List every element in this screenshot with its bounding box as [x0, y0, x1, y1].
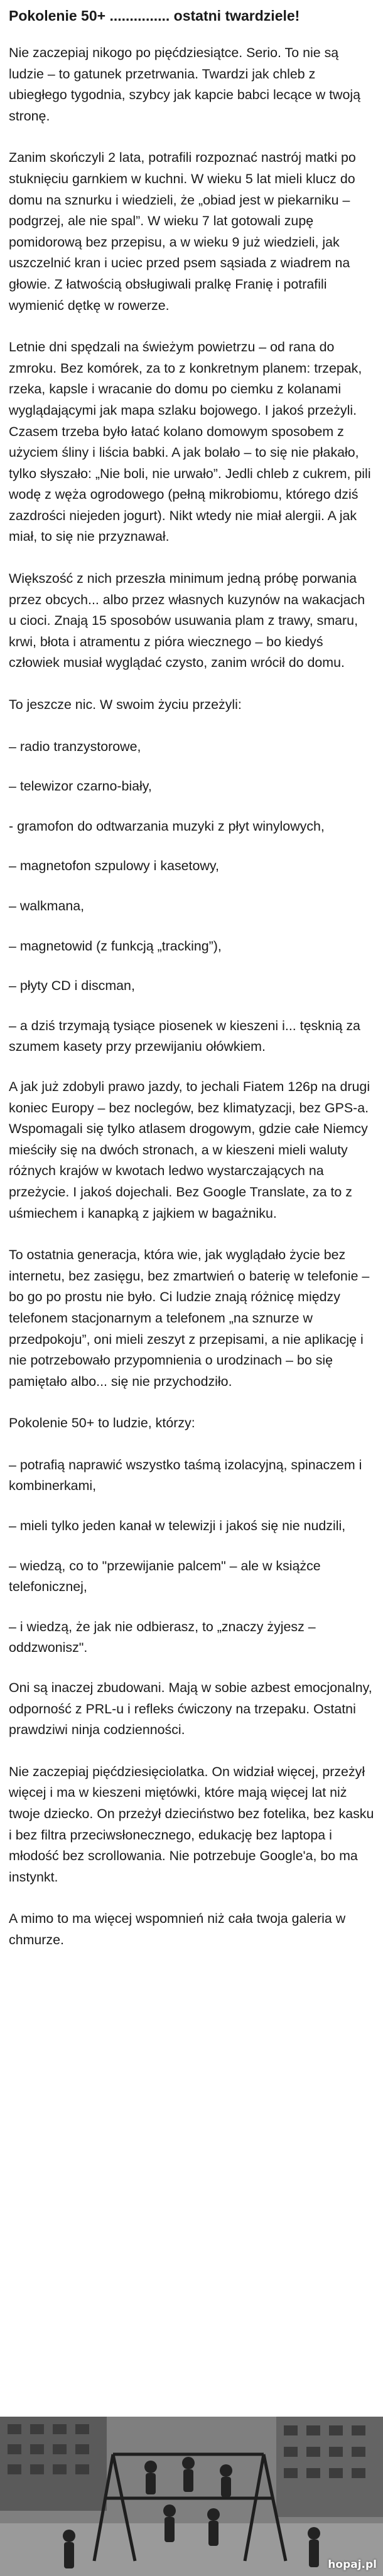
paragraph-intro: Nie zaczepiaj nikogo po pięćdziesiątce. Serio. To nie są ludzie – to gatunek przetrwania. Twardzi jak chleb z ubiegłego tygodnia, szybcy jak kapcie babci lecące w twoją stronę.: [9, 45, 361, 124]
site-watermark: hopaj.pl: [328, 2558, 377, 2571]
list-item: – wiedzą, co to "przewijanie palcem" – ale w książce telefonicznej,: [9, 1558, 321, 1595]
list-item: – mieli tylko jeden kanał w telewizji i jakoś się nie nudzili,: [9, 1518, 346, 1534]
list-item: – magnetofon szpulowy i kasetowy,: [9, 858, 219, 874]
list-item: – radio tranzystorowe,: [9, 738, 141, 754]
paragraph-roadtrip: A jak już zdobyli prawo jazdy, to jechali Fiatem 126p na drugi koniec Europy – bez noclegów, bez klimatyzacji, bez GPS-a. Wspomagali się tylko atlasem drogowym, gdzie całe Niemcy mieściły się na dwóch stronach, a w kieszeni mieli waluty różnych krajów w kwotach ledwo wystarczających na przeżycie. I jakoś dojechali. Bez Google Translate, za to z uśmiechem i kanapką z jajkiem w bagażniku.: [9, 1078, 370, 1221]
article-title: Pokolenie 50+ ............... ostatni twardziele!: [9, 8, 300, 24]
list-item: – magnetowid (z funkcją „tracking”),: [9, 938, 222, 954]
paragraph-last-generation: To ostatnia generacja, która wie, jak wyglądało życie bez internetu, bez zasięgu, bez zmartwień o baterię w telefonie – bo go po prostu nie było. Ci ludzie znają różnicę między telefonem stacjonarnym a telefonem „na sznurze w przedpokoju”, oni mieli zeszyt z przepisami, a nie aplikację i nie potrzebowało przypomnienia o urodzinach – bo się pamiętało albo... się nie przychodziło.: [9, 1247, 370, 1389]
list-item: – walkmana,: [9, 898, 85, 913]
list-item: – i wiedzą, że jak nie odbierasz, to „znaczy żyjesz – oddzwonisz".: [9, 1619, 316, 1656]
list-item: – potrafią naprawić wszystko taśmą izolacyjną, spinaczem i kombinerkami,: [9, 1457, 362, 1494]
paragraph-childhood: Zanim skończyli 2 lata, potrafili rozpoznać nastrój matki po stuknięciu garnkiem w kuchni. W wieku 5 lat mieli klucz do domu na sznurku i wiedzieli, że „obiad jest w piekarniku – podgrzej, ale nie spal”. W wieku 7 lat gotowali zupę pomidorową bez przepisu, a w wieku 9 już wiedzieli, jak uszczelnić kran i uciec przed psem sąsiada z wiadrem na głowie. Z łatwością obsługiwali pralkę Franię i potrafili wymienić dętkę w rowerze.: [9, 150, 356, 313]
playground-photo-illustration: [0, 2417, 383, 2576]
list-item: - gramofon do odtwarzania muzyki z płyt winylowych,: [9, 818, 325, 834]
paragraph-list-intro-2: Pokolenie 50+ to ludzie, którzy:: [9, 1415, 195, 1431]
list-item: – a dziś trzymają tysiące piosenek w kieszeni i... tęsknią za szumem kasety przy przewijaniu ołówkiem.: [9, 1018, 360, 1055]
paragraph-survival: Większość z nich przeszła minimum jedną próbę porwania przez obcych... albo przez własnych kuzynów na wakacjach u cioci. Znają 15 sposobów usuwania plam z trawy, smaru, krwi, błota i atramentu z pióra wiecznego – bo kiedyś człowiek musiał wyglądać czysto, zanim wrócił do domu.: [9, 571, 365, 671]
paragraph-closing: A mimo to ma więcej wspomnień niż cała twoja galeria w chmurze.: [9, 1911, 346, 1947]
vintage-photo: [0, 2417, 383, 2576]
paragraph-summer: Letnie dni spędzali na świeżym powietrzu – od rana do zmroku. Bez komórek, za to z konkretnym planem: trzepak, rzeka, kapsle i wracanie do domu po ciemku z kolanami wyglądającymi jak mapa szlaku bojowego. I jakoś przeżyli. Czasem trzeba było łatać kolano domowym sposobem z użyciem śliny i liścia babki. A jak bolało – to się nie płakało, tylko słyszało: „Nie boli, nie urwało”. Jedli chleb z cukrem, pili wodę z węża ogrodowego (pełną mikrobiomu, którego dziś zazdrości niejeden jogurt). Nikt wtedy nie miał alergii. A jak miał, to się nie przyznawał.: [9, 339, 371, 545]
list-item: – telewizor czarno-biały,: [9, 779, 152, 794]
paragraph-do-not-provoke: Nie zaczepiaj pięćdziesięciolatka. On widział więcej, przeżył więcej i ma w kieszeni miętówki, które mają więcej lat niż twoje dziecko. On przeżył dzieciństwo bez fotelika, bez kasku i bez filtra przeciwsłonecznego, edukację bez laptopa i młodość bez scrollowania. Nie potrzebuje Google'a, bo ma instynkt.: [9, 1764, 374, 1885]
list-item: – płyty CD i discman,: [9, 978, 135, 994]
paragraph-list-intro: To jeszcze nic. W swoim życiu przeżyli:: [9, 697, 242, 713]
paragraph-built-different: Oni są inaczej zbudowani. Mają w sobie azbest emocjonalny, odporność z PRL-u i refleks ćwiczony na trzepaku. Ostatni prawdziwi ninja codzienności.: [9, 1680, 372, 1738]
